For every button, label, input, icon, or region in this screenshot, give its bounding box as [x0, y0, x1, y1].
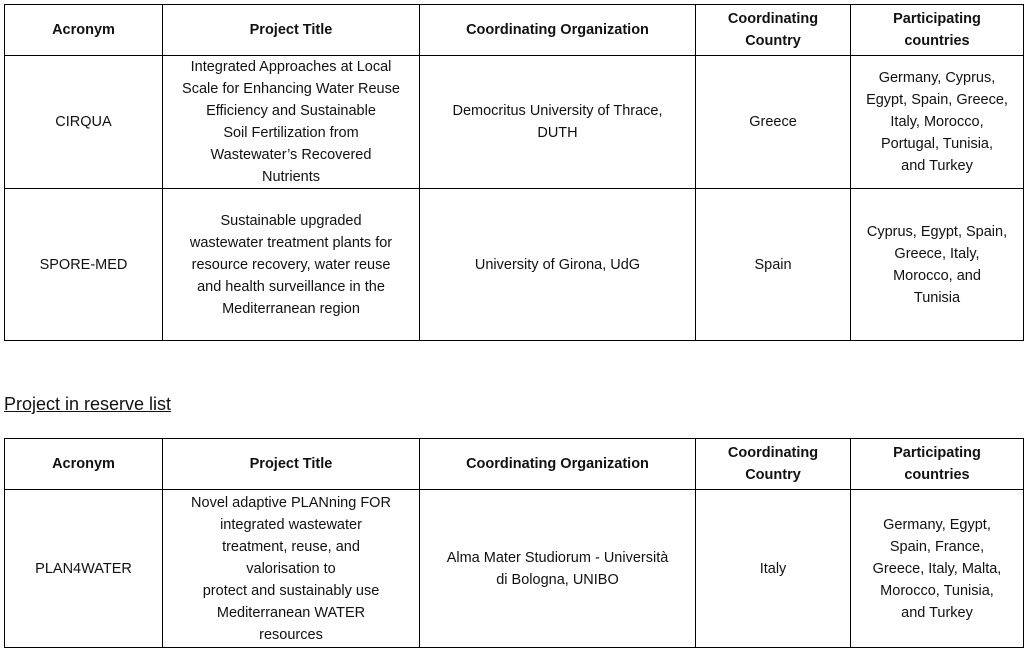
- header-project-title: Project Title: [163, 5, 420, 56]
- header-coordinating-country: Coordinating Country: [696, 439, 851, 490]
- header-participating-countries: Participating countries: [851, 5, 1024, 56]
- cell-project-title: Novel adaptive PLANning FOR integrated wastewater treatment, reuse, and valorisation to protect and sustainably use Mediterranean WATER resources: [163, 490, 420, 648]
- cell-participating-countries: Germany, Cyprus, Egypt, Spain, Greece, Italy, Morocco, Portugal, Tunisia, and Turkey: [851, 56, 1024, 189]
- cell-project-title: Integrated Approaches at Local Scale for Enhancing Water Reuse Efficiency and Sustainable Soil Fertilization from Wastewater’s Recovered Nutrients: [163, 56, 420, 189]
- cell-coordinating-organization: Alma Mater Studiorum - Università di Bologna, UNIBO: [420, 490, 696, 648]
- header-coordinating-organization: Coordinating Organization: [420, 439, 696, 490]
- cell-coordinating-organization: Democritus University of Thrace, DUTH: [420, 56, 696, 189]
- cell-acronym: CIRQUA: [5, 56, 163, 189]
- table-row: [5, 56, 1024, 189]
- cell-coordinating-organization: University of Girona, UdG: [420, 189, 696, 341]
- cell-coordinating-country: Italy: [696, 490, 851, 648]
- cell-acronym: SPORE-MED: [5, 189, 163, 341]
- table-row: [5, 490, 1024, 648]
- table-header-row: [5, 439, 1024, 490]
- header-coordinating-country: Coordinating Country: [696, 5, 851, 56]
- reserve-projects-table: [4, 438, 1024, 648]
- projects-table: [4, 4, 1024, 341]
- header-acronym: Acronym: [5, 439, 163, 490]
- header-acronym: Acronym: [5, 5, 163, 56]
- header-participating-countries: Participating countries: [851, 439, 1024, 490]
- cell-coordinating-country: Spain: [696, 189, 851, 341]
- header-project-title: Project Title: [163, 439, 420, 490]
- table-row: [5, 189, 1024, 341]
- reserve-list-heading: Project in reserve list: [4, 394, 172, 414]
- header-coordinating-organization: Coordinating Organization: [420, 5, 696, 56]
- cell-participating-countries: Cyprus, Egypt, Spain, Greece, Italy, Morocco, and Tunisia: [851, 189, 1024, 341]
- cell-participating-countries: Germany, Egypt, Spain, France, Greece, Italy, Malta, Morocco, Tunisia, and Turkey: [851, 490, 1024, 648]
- cell-acronym: PLAN4WATER: [5, 490, 163, 648]
- cell-project-title: Sustainable upgraded wastewater treatment plants for resource recovery, water reuse and health surveillance in the Mediterranean region: [163, 189, 420, 341]
- cell-coordinating-country: Greece: [696, 56, 851, 189]
- table-header-row: [5, 5, 1024, 56]
